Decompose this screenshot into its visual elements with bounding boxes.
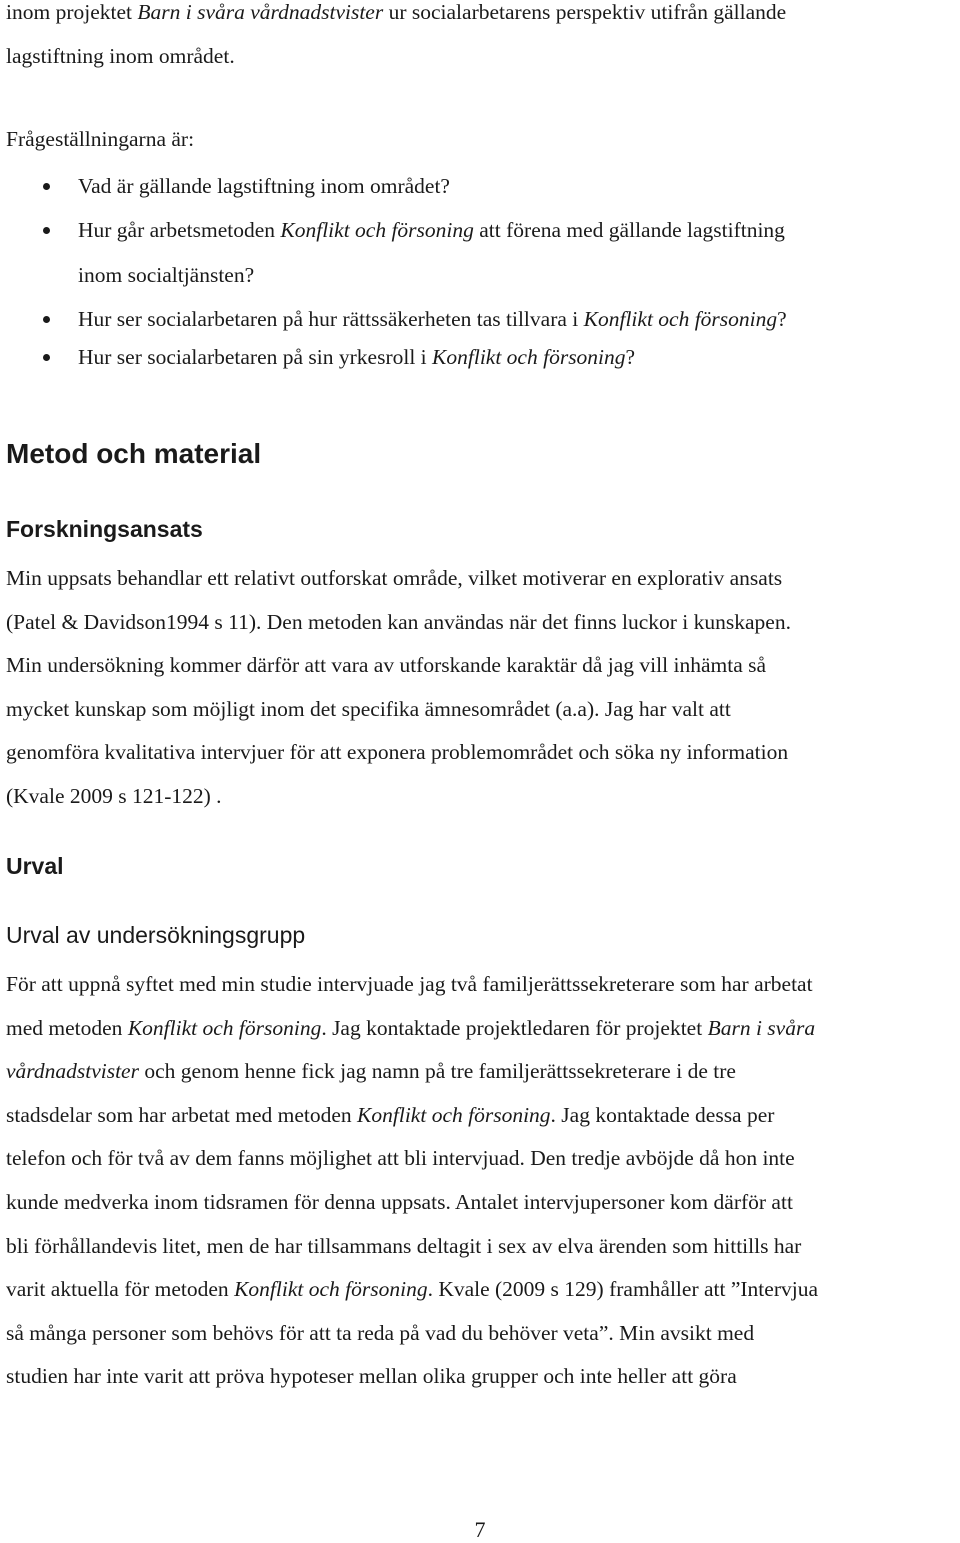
approach-paragraph (6, 557, 956, 819)
emphasis-text: Konflikt och försoning (280, 218, 474, 243)
text-line: kunde medverka inom tidsramen för denna uppsats. Antalet intervjupersoner kom därför att (6, 1189, 793, 1214)
text-line: (Kvale 2009 s 121-122) . (6, 783, 222, 808)
subsection-heading-approach: Forskningsansats (6, 516, 203, 542)
text-line: inom socialtjänsten? (78, 262, 255, 287)
bullet-icon (43, 183, 50, 190)
text-line: mycket kunskap som möjligt inom det specifika ämnesområdet (a.a). Jag har valt att (6, 696, 731, 721)
text-line: För att uppnå syftet med min studie intervjuade jag två familjerättssekreterare som har arbetat (6, 972, 813, 996)
text-line: inom projektet Barn i svåra vårdnadstvister ur socialarbetarens perspektiv utifrån gällande (6, 0, 787, 24)
emphasis-text: Konflikt och försoning (127, 1015, 322, 1040)
text-line: Hur går arbetsmetoden Konflikt och försoning att förena med gällande lagstiftning (78, 218, 785, 243)
bullet-icon (43, 227, 50, 234)
text-line: stadsdelar som har arbetat med metoden Konflikt och försoning. Jag kontaktade dessa per (6, 1102, 775, 1127)
page-number: 7 (474, 1517, 486, 1542)
text-line: vårdnadstvister och genom henne fick jag namn på tre familjerättssekreterare i de tre (6, 1059, 736, 1084)
text-line: Hur ser socialarbetaren på hur rättssäkerheten tas tillvara i Konflikt och försoning? (78, 307, 787, 332)
bullet-icon (43, 316, 50, 323)
emphasis-text: Konflikt och försoning (234, 1277, 428, 1302)
subsection-heading-selection-group: Urval av undersökningsgrupp (6, 922, 306, 948)
selection-paragraph (6, 963, 956, 1399)
text-line: Min uppsats behandlar ett relativt outforskat område, vilket motiverar en explorativ ansats (6, 566, 783, 590)
intro-paragraph (6, 0, 956, 78)
emphasis-text: Barn i svåra (707, 1015, 816, 1040)
emphasis-text: Konflikt och försoning (583, 307, 778, 332)
text-line: Min undersökning kommer därför att vara av utforskande karaktär då jag vill inhämta så (6, 653, 767, 678)
text-line: studien har inte varit att pröva hypoteser mellan olika grupper och inte heller att göra (6, 1364, 737, 1389)
text-line: Hur ser socialarbetaren på sin yrkesroll i Konflikt och försoning? (78, 344, 636, 369)
section-heading-method: Metod och material (6, 438, 262, 469)
text-line: varit aktuella för metoden Konflikt och försoning. Kvale (2009 s 129) framhåller att ”Intervjua (6, 1277, 818, 1302)
text-line: genomföra kvalitativa intervjuer för att exponera problemområdet och söka ny information (6, 740, 789, 765)
list-item (0, 164, 960, 208)
emphasis-text: Konflikt och försoning (432, 344, 626, 369)
questions-label: Frågeställningarna är: (6, 127, 195, 151)
text-line: med metoden Konflikt och försoning. Jag kontaktade projektledaren för projektet Barn i svåra (6, 1015, 816, 1040)
questions-list (0, 164, 960, 379)
list-item (0, 208, 960, 297)
bullet-icon (43, 354, 50, 361)
emphasis-text: Konflikt och försoning (357, 1102, 551, 1127)
subsection-heading-selection: Urval (6, 853, 64, 879)
text-line: bli förhållandevis litet, men de har tillsammans deltagit i sex av elva ärenden som hittills har (6, 1233, 802, 1258)
text-line: (Patel & Davidson1994 s 11). Den metoden kan användas när det finns luckor i kunskapen. (6, 609, 791, 634)
text-line: Vad är gällande lagstiftning inom området? (78, 174, 450, 198)
list-item (0, 335, 960, 379)
text-line: så många personer som behövs för att ta reda på vad du behöver veta”. Min avsikt med (6, 1320, 755, 1345)
emphasis-text: vårdnadstvister (6, 1059, 139, 1084)
text-line: telefon och för två av dem fanns möjlighet att bli intervjuad. Den tredje avböjde då hon inte (6, 1146, 795, 1171)
text-line: lagstiftning inom området. (6, 43, 235, 68)
emphasis-text: Barn i svåra vårdnadstvister (137, 0, 384, 24)
